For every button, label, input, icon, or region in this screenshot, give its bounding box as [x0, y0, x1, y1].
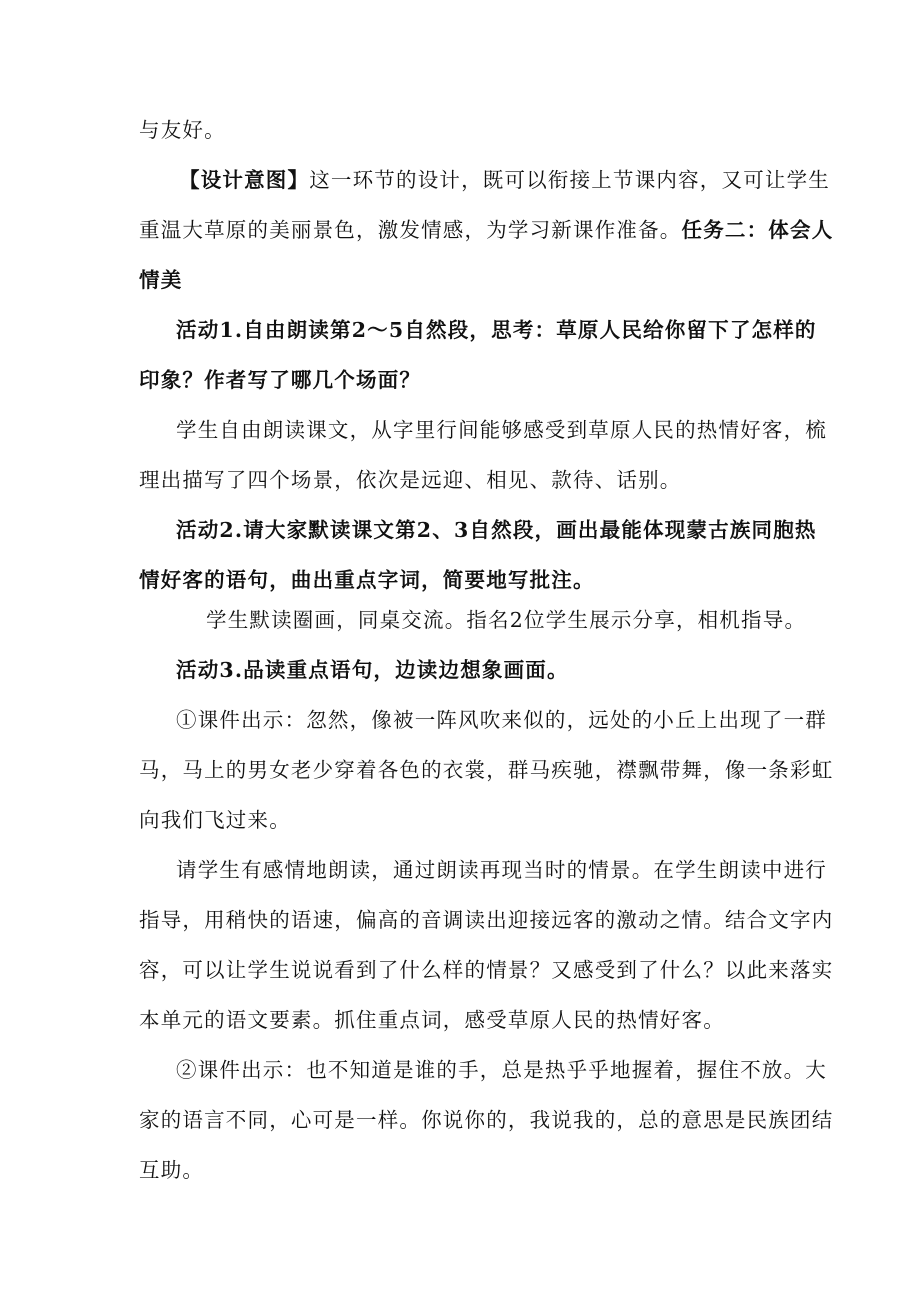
task-heading: 任务二：体会人 — [681, 218, 834, 242]
text-line: 学生自由朗读课文，从字里行间能够感受到草原人民的热情好客，梳 — [176, 418, 827, 442]
text-line: 家的语言不同，心可是一样。你说你的，我说我的，总的意思是民族团结 — [139, 1108, 834, 1132]
text-line: 请学生有感情地朗读，通过朗读再现当时的情景。在学生朗读中进行 — [176, 858, 827, 882]
activity-heading: 活动2.请大家默读课文第2、3自然段，画出最能体现蒙古族同胞热 — [176, 518, 817, 542]
text-line: 向我们飞过来。 — [139, 808, 291, 832]
task-heading-continued: 情美 — [139, 268, 183, 292]
text-line: 与友好。 — [139, 118, 226, 142]
activity-heading: 情好客的语句，曲出重点字词，简要地写批注。 — [139, 568, 595, 592]
text-line: 本单元的语文要素。抓住重点词，感受草原人民的热情好客。 — [139, 1008, 725, 1032]
text-line: 互助。 — [139, 1158, 205, 1182]
text-span: 重温大草原的美丽景色，激发情感，为学习新课作准备。 — [139, 218, 682, 242]
text-line: 指导，用稍快的语速，偏高的音调读出迎接远客的激动之情。结合文字内 — [139, 908, 834, 932]
text-line: ②课件出示：也不知道是谁的手，总是热乎乎地握着，握住不放。大 — [176, 1058, 827, 1082]
text-line: 理出描写了四个场景，依次是远迎、相见、款待、话别。 — [139, 468, 682, 492]
activity-heading: 活动1.自由朗读第2〜5自然段，思考：草原人民给你留下了怎样的 — [176, 318, 817, 342]
text-line: 容，可以让学生说说看到了什么样的情景？又感受到了什么？以此来落实 — [139, 958, 834, 982]
text-span: 这一环节的设计，既可以衔接上节课内容，又可让学生 — [309, 168, 831, 192]
activity-heading: 印象？作者写了哪几个场面？ — [139, 368, 422, 392]
text-line — [179, 166, 830, 194]
text-line — [139, 216, 833, 244]
text-line: 马，马上的男女老少穿着各色的衣裳，群马疾驰，襟飘带舞，像一条彩虹 — [139, 758, 834, 782]
text-line: ①课件出示：忽然，像被一阵风吹来似的，远处的小丘上出现了一群 — [176, 708, 827, 732]
activity-heading: 活动3.品读重点语句，边读边想象画面。 — [176, 658, 569, 682]
text-line: 学生默读圈画，同桌交流。指名2位学生展示分享，相机指导。 — [206, 608, 807, 632]
design-intent-label: 【设计意图】 — [179, 168, 310, 192]
